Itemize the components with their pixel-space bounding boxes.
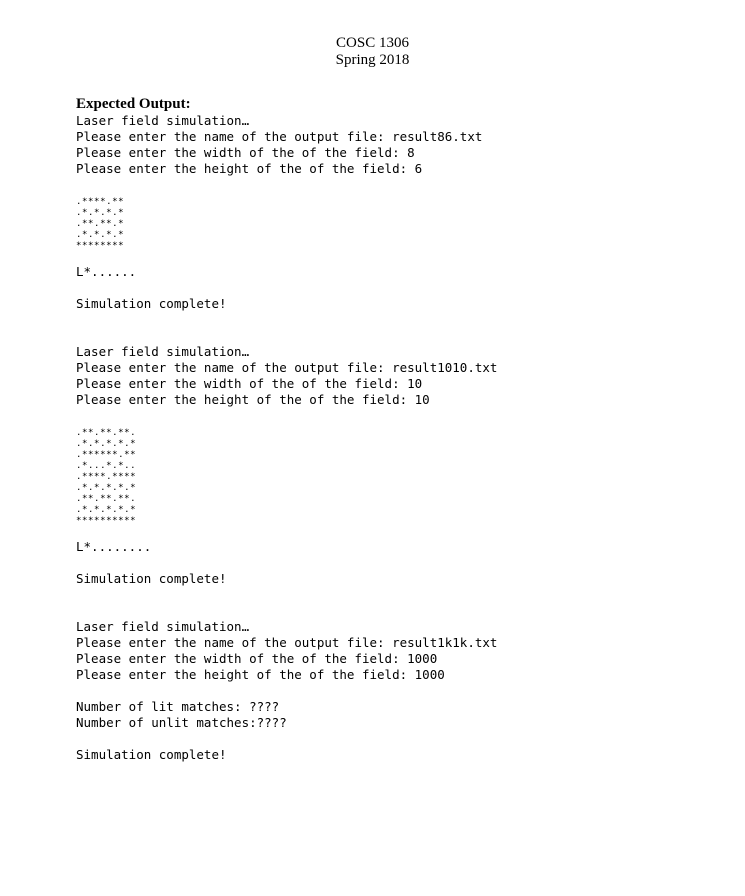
document-body (76, 96, 716, 763)
console-line: Please enter the name of the output file: result86.txt (76, 129, 483, 144)
grid-row: .*...*.*.. (76, 461, 137, 471)
console-line: Laser field simulation… (76, 113, 250, 128)
grid-row: .*.*.*.* (76, 208, 125, 218)
term: Spring 2018 (335, 52, 410, 68)
grid-row: .****.**** (76, 472, 137, 482)
grid-row: .**.**.**. (76, 428, 137, 438)
grid-row: .*.*.*.*.* (76, 505, 137, 515)
console-line: Please enter the name of the output file: result1k1k.txt (76, 635, 498, 650)
console-line: Please enter the height of the of the field: 1000 (76, 667, 445, 682)
simulation-run-1 (76, 113, 716, 312)
grid-row: .**.**.**. (76, 494, 137, 504)
course-code: COSC 1306 (336, 35, 409, 51)
simulation-complete-line: Simulation complete! (76, 296, 227, 311)
simulation-complete-line: Simulation complete! (76, 571, 227, 586)
field-grid (76, 428, 716, 527)
console-line: Please enter the name of the output file: result1010.txt (76, 360, 498, 375)
grid-row: .*.*.*.* (76, 230, 125, 240)
console-line: Please enter the width of the of the field: 1000 (76, 651, 438, 666)
lit-matches-line: Number of lit matches: ???? (76, 699, 280, 714)
console-line: Please enter the width of the of the field: 8 (76, 145, 415, 160)
console-line: Please enter the width of the of the field: 10 (76, 376, 423, 391)
laser-row: L*...... (76, 264, 137, 279)
laser-row: L*........ (76, 539, 152, 554)
console-line: Please enter the height of the of the field: 10 (76, 392, 430, 407)
unlit-matches-line: Number of unlit matches:???? (76, 715, 287, 730)
document-header (0, 35, 745, 69)
simulation-complete-line: Simulation complete! (76, 747, 227, 762)
simulation-run-3 (76, 619, 716, 763)
grid-row: ********** (76, 516, 137, 526)
console-line: Laser field simulation… (76, 344, 250, 359)
grid-row: ******** (76, 241, 125, 251)
simulation-run-2 (76, 344, 716, 587)
console-line: Laser field simulation… (76, 619, 250, 634)
grid-row: .**.**.* (76, 219, 125, 229)
field-grid (76, 197, 716, 252)
grid-row: .*.*.*.*.* (76, 483, 137, 493)
grid-row: .******.** (76, 450, 137, 460)
console-line: Please enter the height of the of the field: 6 (76, 161, 423, 176)
grid-row: .*.*.*.*.* (76, 439, 137, 449)
expected-output-heading: Expected Output: (76, 96, 191, 112)
grid-row: .****.** (76, 197, 125, 207)
